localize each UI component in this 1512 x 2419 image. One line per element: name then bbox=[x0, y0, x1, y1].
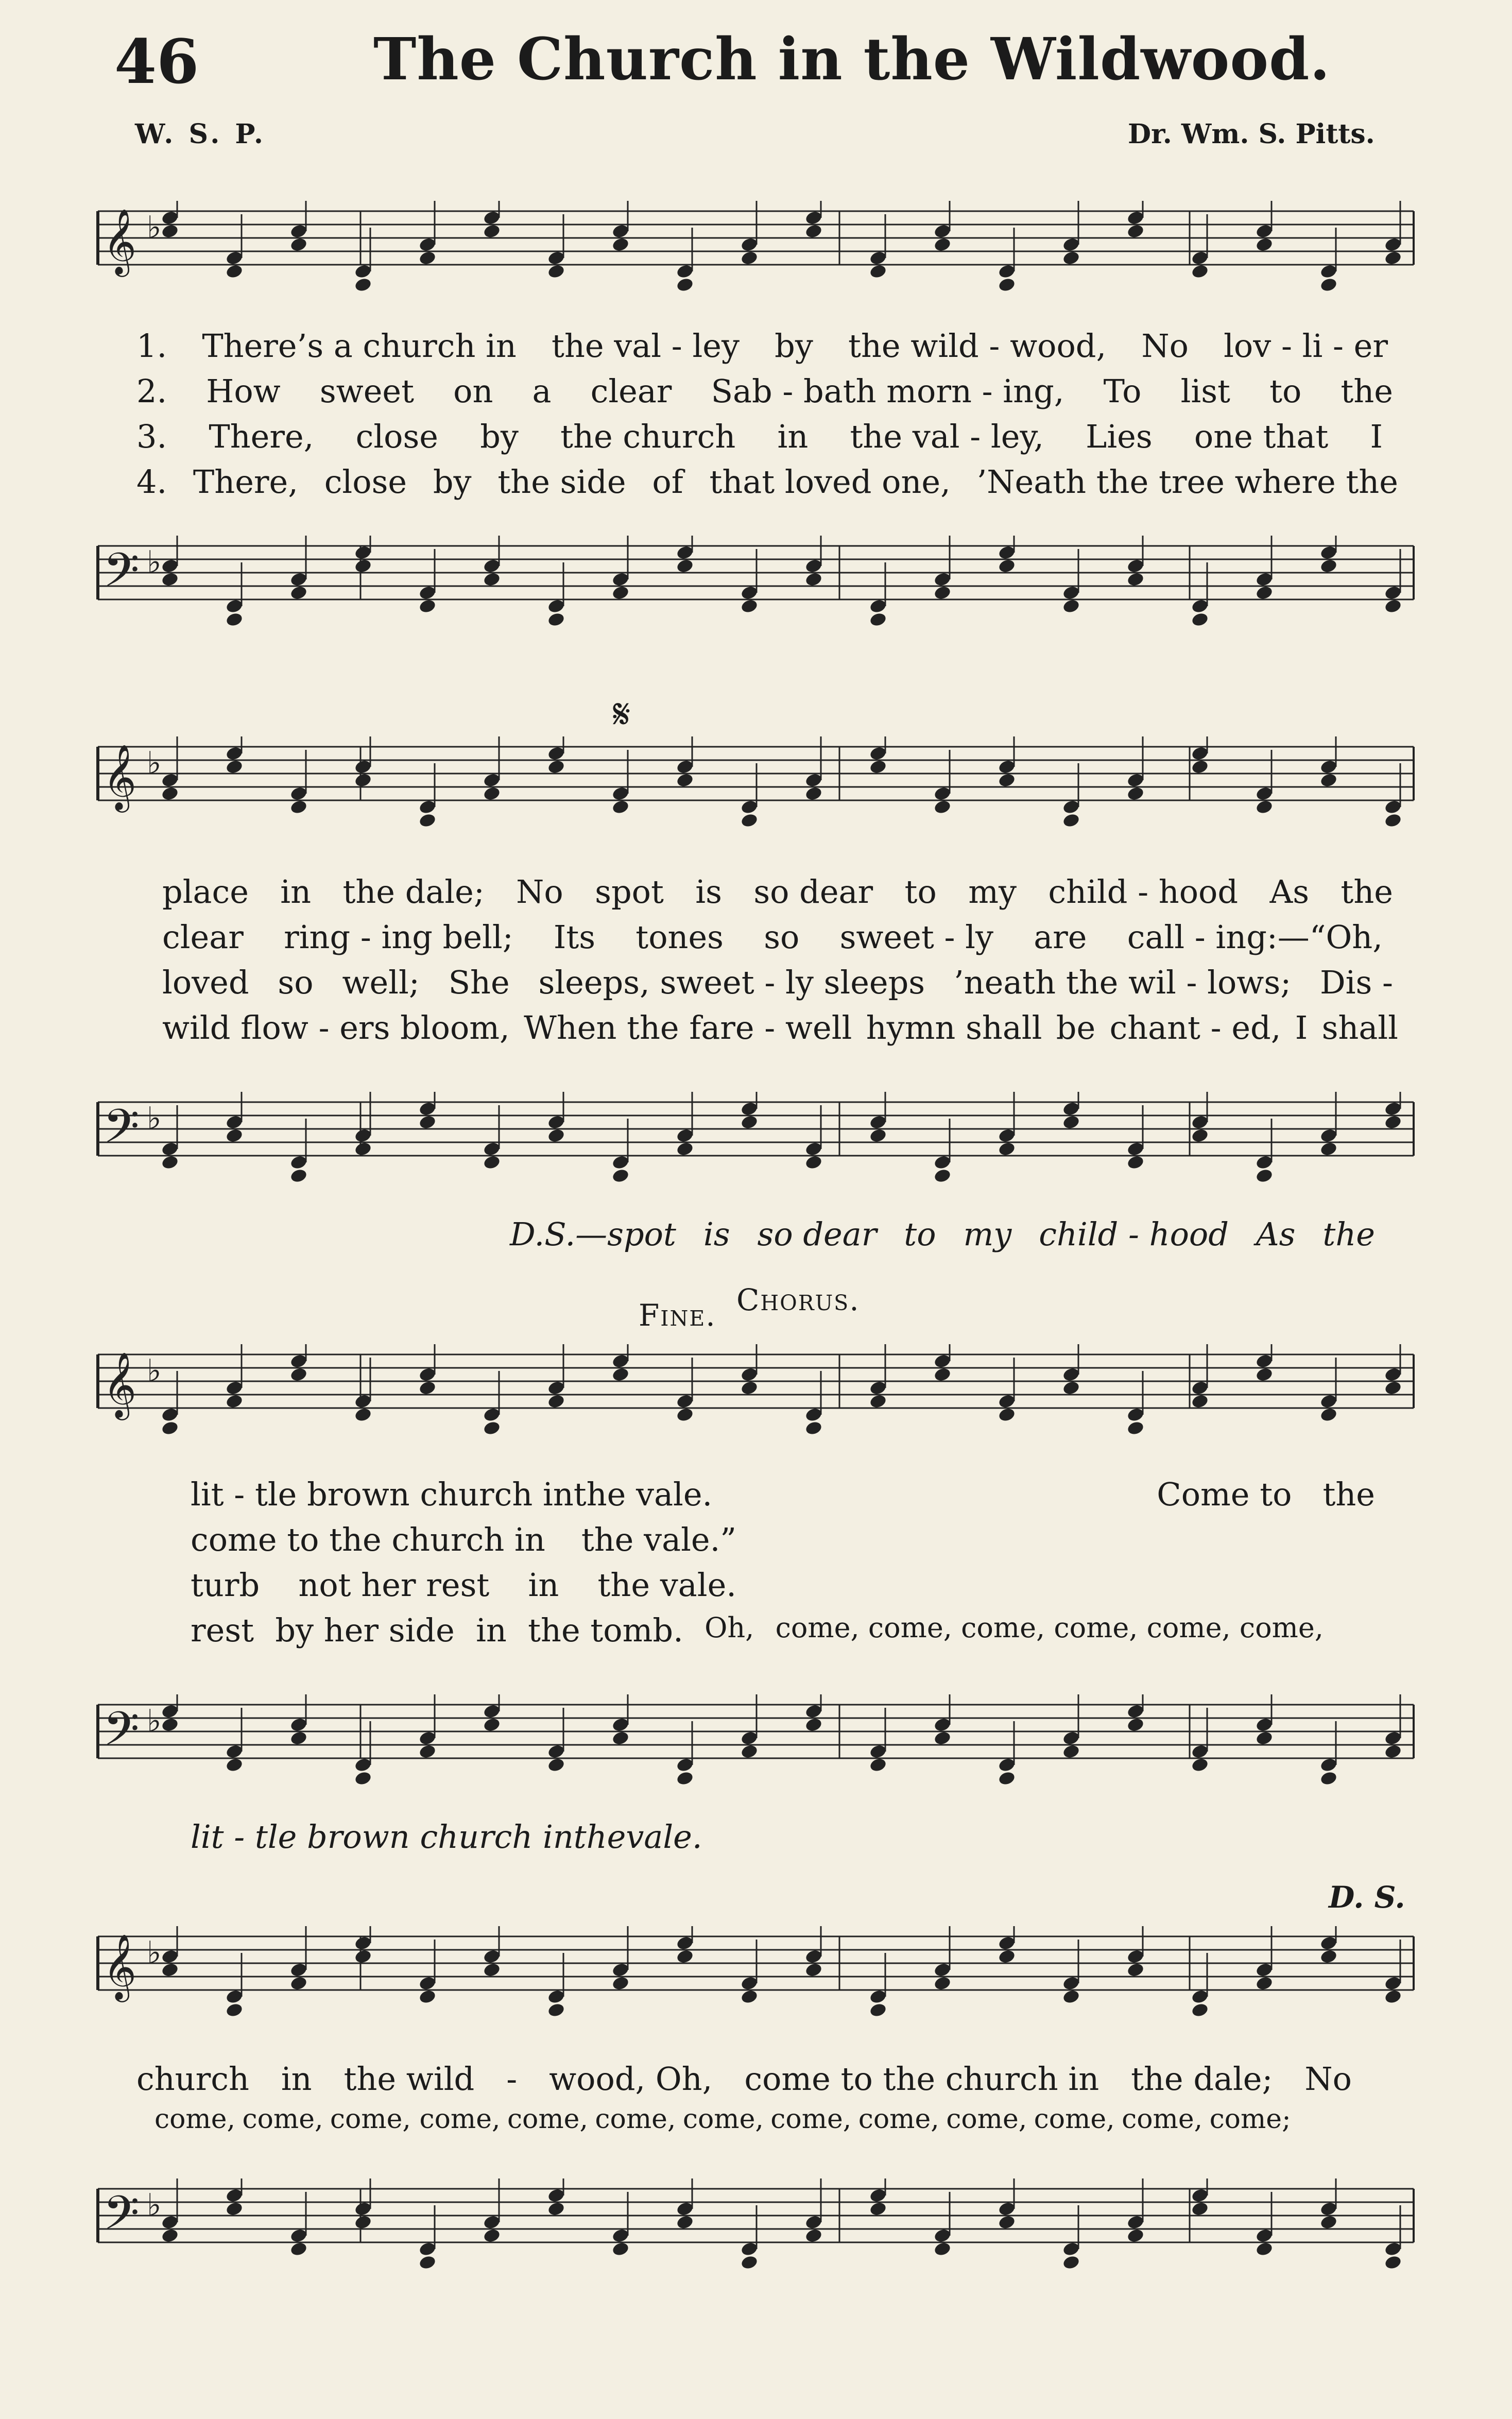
svg-text:𝄞: 𝄞 bbox=[103, 1351, 137, 1417]
staff-system-3-bass bbox=[0, 1694, 1512, 1797]
fine-mark: Fine. bbox=[639, 1298, 716, 1333]
lyric-verse-2-line-2: clear ring - ing bell; Its tones so sweet - ly are call - ing:—“Oh, bbox=[162, 918, 1383, 956]
svg-text:𝄞: 𝄞 bbox=[103, 744, 137, 810]
lyric-verse-4-line-3: rest by her side in the tomb. Oh, come, come, come, come, come, come, bbox=[191, 1611, 1324, 1649]
svg-text:𝄞: 𝄞 bbox=[103, 1933, 137, 1999]
lyric-verse-2-line-3: come to the church in the vale.” bbox=[191, 1521, 736, 1558]
composer-credit: Dr. Wm. S. Pitts. bbox=[1128, 118, 1375, 150]
staff-system-1-treble bbox=[0, 201, 1512, 304]
ds-lyric-line-2: lit - tle brown church in the vale. bbox=[191, 1818, 702, 1856]
staff-system-2-bass bbox=[0, 1092, 1512, 1195]
svg-text:♭: ♭ bbox=[147, 1101, 162, 1137]
staff-system-4-treble bbox=[0, 1926, 1512, 2029]
lyric-verse-4-line-1: 4. There, close by the side of that loved one, ’Neath the tree where the bbox=[136, 463, 1398, 501]
lyric-verse-1-line-3: lit - tle brown church in the vale. Come to the bbox=[191, 1476, 1375, 1513]
svg-text:♭: ♭ bbox=[147, 1703, 162, 1739]
lyric-verse-1-line-2: place in the dale; No spot is so dear to my child - hood As the bbox=[162, 873, 1393, 911]
hymn-title: The Church in the Wildwood. bbox=[373, 26, 1331, 93]
svg-text:𝄢: 𝄢 bbox=[103, 1099, 140, 1165]
page-number: 46 bbox=[114, 26, 199, 97]
lyric-verse-3-line-3: turb not her rest in the vale. bbox=[191, 1566, 736, 1604]
svg-text:♭: ♭ bbox=[147, 210, 162, 246]
lyricist-credit: W. S. P. bbox=[135, 118, 267, 150]
lyric-verse-3-line-2: loved so well; She sleeps, sweet - ly sleeps ’neath the wil - lows; Dis - bbox=[162, 964, 1393, 1001]
svg-text:♭: ♭ bbox=[147, 544, 162, 580]
chorus-response-line: come, come, come, come, come, come, come, come, come, come, come, come, come; bbox=[154, 2104, 1291, 2135]
staff-system-4-bass bbox=[0, 2178, 1512, 2281]
svg-text:♭: ♭ bbox=[147, 745, 162, 781]
svg-text:♭: ♭ bbox=[147, 1353, 162, 1389]
staff-system-2-treble bbox=[0, 736, 1512, 839]
svg-text:𝄢: 𝄢 bbox=[103, 543, 140, 609]
ds-lyric-line: D.S.—spot is so dear to my child - hood As the bbox=[510, 1215, 1375, 1253]
staff-system-3-treble bbox=[0, 1344, 1512, 1447]
svg-text:𝄢: 𝄢 bbox=[103, 2186, 140, 2252]
svg-text:♭: ♭ bbox=[147, 2187, 162, 2223]
svg-text:♭: ♭ bbox=[147, 1935, 162, 1971]
lyric-verse-2-line-1: 2. How sweet on a clear Sab - bath morn - ing, To list to the bbox=[136, 372, 1393, 410]
segno-mark: 𝄋 bbox=[613, 690, 631, 738]
lyric-verse-3-line-1: 3. There, close by the church in the val - ley, Lies one that I bbox=[136, 418, 1383, 455]
lyric-verse-1-line-1: 1. There’s a church in the val - ley by the wild - wood, No lov - li - er bbox=[136, 327, 1388, 365]
ds-mark: D. S. bbox=[1329, 1880, 1405, 1915]
svg-text:𝄢: 𝄢 bbox=[103, 1702, 140, 1768]
lyric-line-4: church in the wild - wood, Oh, come to the church in the dale; No bbox=[136, 2060, 1352, 2098]
chorus-mark: Chorus. bbox=[736, 1282, 860, 1317]
svg-text:𝄞: 𝄞 bbox=[103, 208, 137, 274]
staff-system-1-bass bbox=[0, 536, 1512, 639]
lyric-verse-4-line-2: wild flow - ers bloom, When the fare - well hymn shall be chant - ed, I shall bbox=[162, 1009, 1398, 1046]
